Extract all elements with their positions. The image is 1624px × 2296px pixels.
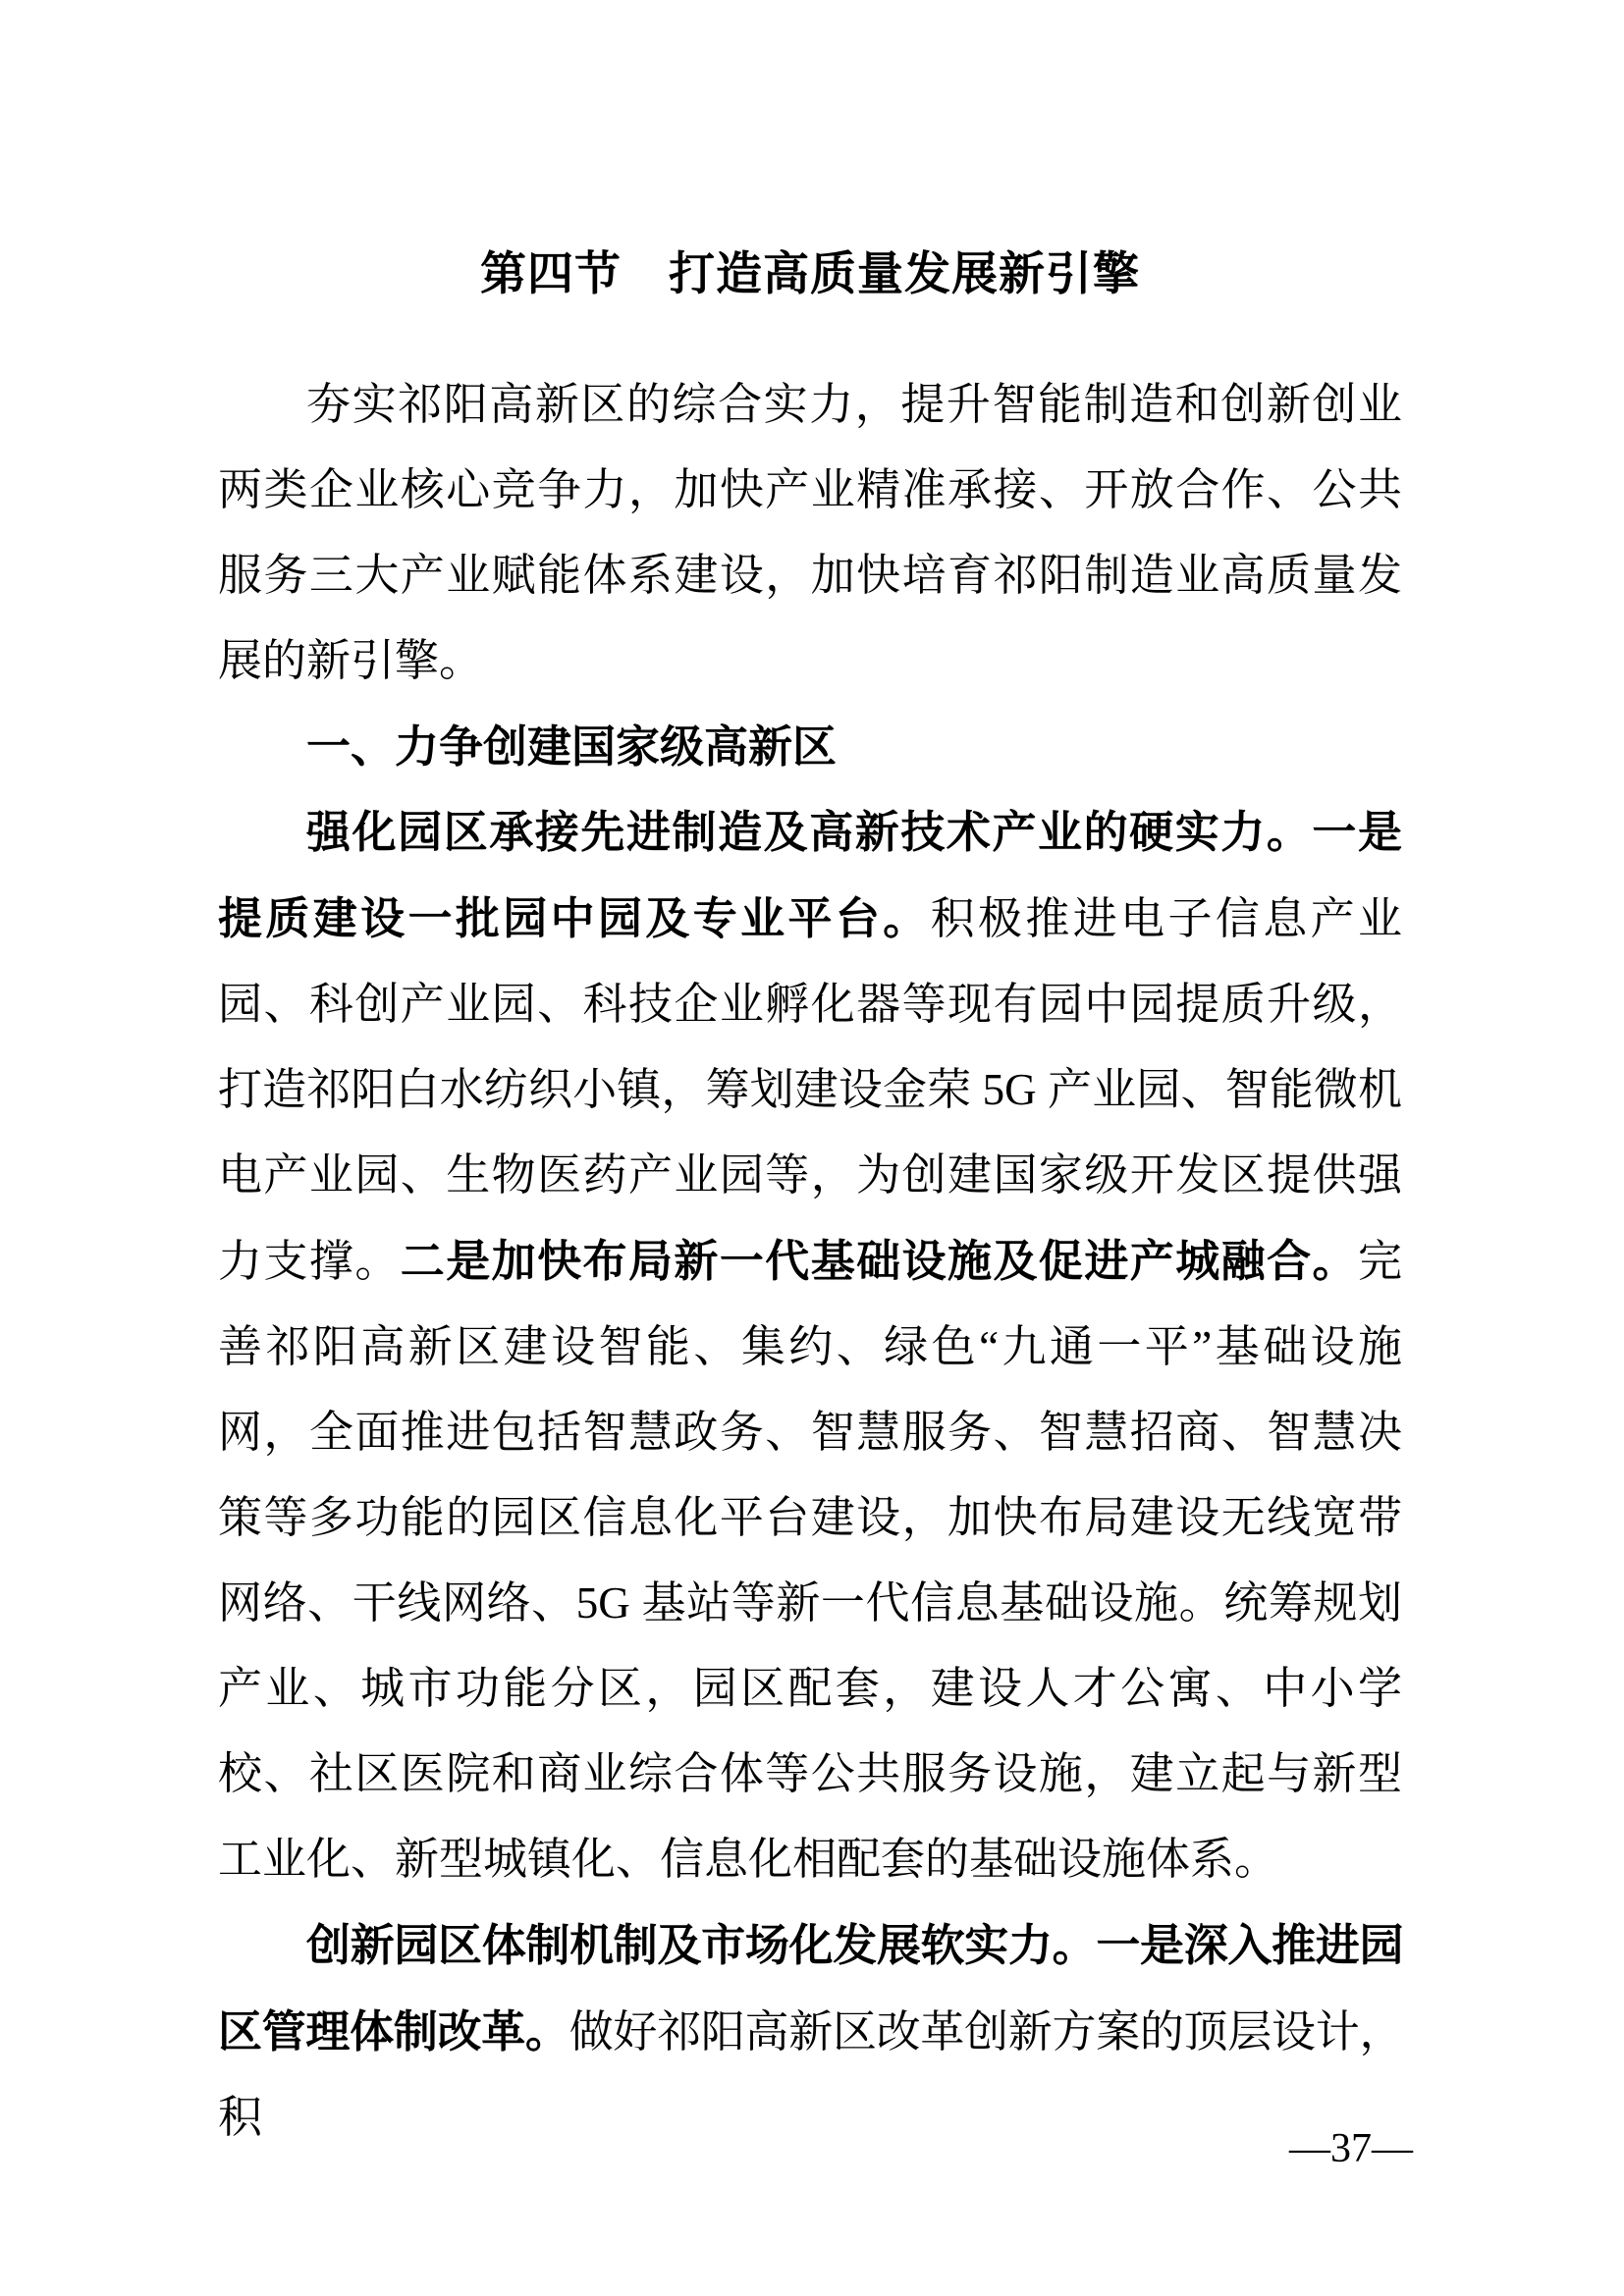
- bold-run-2: 二是加快布局新一代基础设施及促进产城融合。: [400, 1236, 1358, 1286]
- paragraph-soft-power: [218, 1902, 1402, 2161]
- bold-lead-soft-power: 创新园区体制机制及市场化发展软实力。一是深入推进园区管理体制改革。: [218, 1920, 1402, 2056]
- body-run-1: 积极推进电子信息产业园、科创产业园、科技企业孵化器等现有园中园提质升级，打造祁阳白水纺织小镇，筹划建设金荣 5G 产业园、智能微机电产业园、生物医药产业园等，为创建国家级开发区提供强力支撑。: [218, 894, 1402, 1286]
- body-run-2: 完善祁阳高新区建设智能、集约、绿色“九通一平”基础设施网，全面推进包括智慧政务、智慧服务、智慧招商、智慧决策等多功能的园区信息化平台建设，加快布局建设无线宽带网络、干线网络、5G 基站等新一代信息基础设施。统筹规划产业、城市功能分区，园区配套，建设人才公寓、中小学校、社区医院和商业综合体等公共服务设施，建立起与新型工业化、新型城镇化、信息化相配套的基础设施体系。: [218, 1237, 1402, 1884]
- subsection-heading-1: 一、力争创建国家级高新区: [306, 721, 838, 772]
- intro-paragraph: 夯实祁阳高新区的综合实力，提升智能制造和创新创业两类企业核心竞争力，加快产业精准承接、开放合作、公共服务三大产业赋能体系建设，加快培育祁阳制造业高质量发展的新引擎。: [218, 380, 1402, 685]
- bold-lead-hard-power: 强化园区承接先进制造及高新技术产业的硬实力。一是提质建设一批园中园及专业平台。: [218, 807, 1402, 943]
- page-number: —37—: [1289, 2126, 1413, 2171]
- section-title: 第四节 打造高质量发展新引擎: [480, 247, 1140, 299]
- paragraph-hard-power: [218, 789, 1402, 1902]
- body-run-soft-power: 做好祁阳高新区改革创新方案的顶层设计，积: [218, 2007, 1402, 2142]
